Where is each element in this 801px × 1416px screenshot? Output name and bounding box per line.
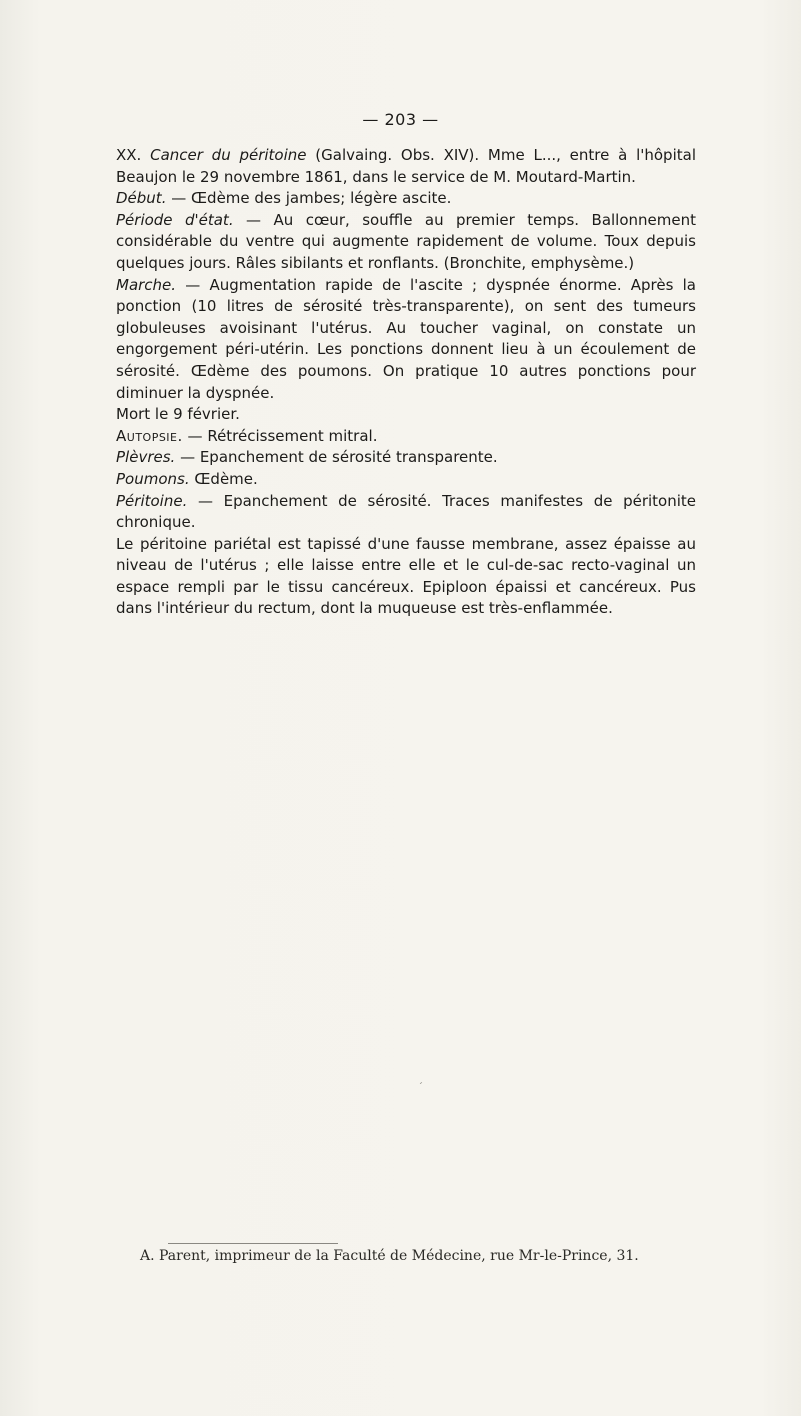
section-text-poumons: Œdème.	[189, 469, 258, 488]
footer-rule	[168, 1243, 338, 1244]
section-label-periode-etat: Période d'état.	[116, 210, 234, 229]
section-label-autopsie: Autopsie.	[116, 426, 183, 445]
paragraph-case-title	[116, 145, 696, 188]
section-label-debut: Début.	[116, 189, 167, 208]
paragraph-peritoine	[116, 491, 696, 534]
section-text-marche: — Augmentation rapide de l'ascite ; dyspnée énorme. Après la ponction (10 litres de sérosité très-transparente), on sent des tumeurs globuleuses avoisinant l'utérus. Au toucher vaginal, on constate un engorgement péri-utérin. Les ponctions donnent lieu à un écoulement de sérosité. Œdème des poumons. On pratique 10 autres ponctions pour diminuer la dyspnée.	[116, 275, 696, 402]
section-text-plevres: — Epanchement de sérosité transparente.	[175, 448, 498, 467]
case-number: XX.	[116, 146, 151, 164]
section-text-peritoine: — Epanchement de sérosité. Traces manifestes de péritonite chronique.	[116, 491, 696, 532]
paragraph-poumons	[116, 469, 696, 491]
paragraph-plevres	[116, 447, 696, 469]
page-number: — 203 —	[362, 110, 439, 129]
section-text-peritoine-parietal: Le péritoine pariétal est tapissé d'une fausse membrane, assez épaisse au niveau de l'utérus ; elle laisse entre elle et le cul-de-sac recto-vaginal un espace rempli par le tissu cancéreux. Epiploon épaissi et cancéreux. Pus dans l'intérieur du rectum, dont la muqueuse est très-enflammée.	[116, 534, 696, 618]
paragraph-debut	[116, 188, 696, 210]
body-text	[116, 145, 696, 620]
section-label-marche: Marche.	[116, 275, 177, 294]
section-label-peritoine: Péritoine.	[116, 491, 188, 510]
paragraph-autopsie	[116, 426, 696, 448]
printer-imprint: A. Parent, imprimeur de la Faculté de Médecine, rue Mr-le-Prince, 31.	[140, 1248, 639, 1264]
section-label-poumons: Poumons.	[116, 469, 190, 488]
case-intro: (Galvaing. Obs. XIV). Mme L..., entre à l'hôpital Beaujon le 29 novembre 1861, dans le service de M. Moutard-Martin.	[116, 146, 696, 186]
paragraph-marche	[116, 275, 696, 405]
section-label-plevres: Plèvres.	[116, 448, 176, 467]
case-title: Cancer du péritoine	[150, 146, 307, 164]
paragraph-peritoine-parietal	[116, 534, 696, 620]
paragraph-mort	[116, 404, 696, 426]
section-text-autopsie: — Rétrécissement mitral.	[182, 426, 378, 445]
paragraph-periode-etat	[116, 210, 696, 275]
section-text-debut: — Œdème des jambes; légère ascite.	[166, 189, 452, 208]
section-text-periode-etat: — Au cœur, souffle au premier temps. Ballonnement considérable du ventre qui augmente rapidement de volume. Toux depuis quelques jours. Râles sibilants et ronflants. (Bronchite, emphysème.)	[116, 210, 696, 272]
section-text-mort: Mort le 9 février.	[116, 405, 240, 424]
ink-speck: ˊ	[418, 1082, 423, 1093]
